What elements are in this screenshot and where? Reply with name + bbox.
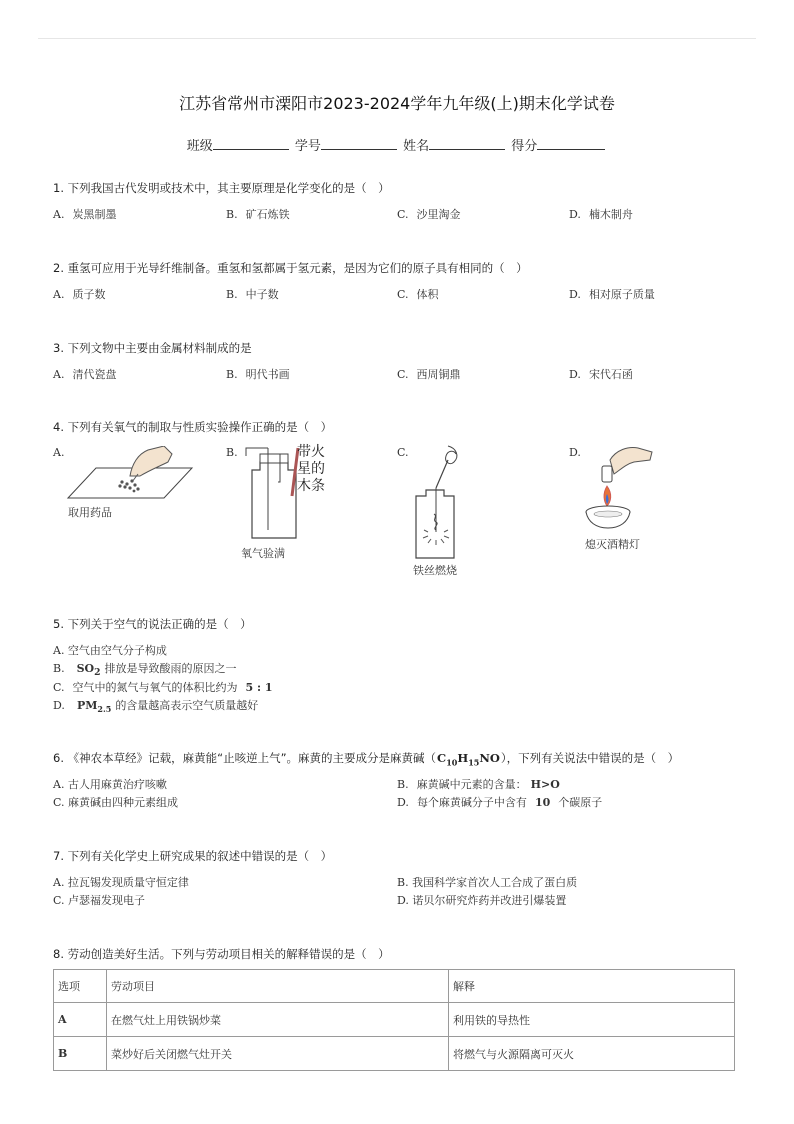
q5-option-a[interactable]: A. 空气由空气分子构成 [53,644,167,657]
q4-option-b-key[interactable]: B. [226,446,238,459]
table-row[interactable] [54,1003,735,1037]
id-blank[interactable] [321,136,397,150]
caption-take-reagent: 取用药品 [68,506,112,519]
q5-option-b[interactable]: B. $SO_2$ 排放是导致酸雨的原因之一 [53,662,237,679]
row-explain: 利用铁的导热性 [449,1003,735,1037]
figure-extinguish-lamp [580,440,658,532]
exam-title: 江苏省常州市溧阳市2023-2024学年九年级(上)期末化学试卷 [179,94,615,113]
q1-stem: 1. 下列我国古代发明或技术中，其主要原理是化学变化的是（ ） [53,181,390,195]
q6-option-d[interactable]: D. 每个麻黄碱分子中含有 10 个碳原子 [397,796,603,809]
q7-option-a[interactable]: A. 拉瓦锡发现质量守恒定律 [53,876,189,889]
q2-option-d[interactable]: D. 相对原子质量 [569,288,655,301]
q8-stem: 8. 劳动创造美好生活。下列与劳动项目相关的解释错误的是（ ） [53,947,390,961]
row-project: 在燃气灶上用铁锅炒菜 [107,1003,449,1037]
row-project: 菜炒好后关闭燃气灶开关 [107,1037,449,1071]
q3-option-b[interactable]: B. 明代书画 [226,368,290,381]
q5-option-d[interactable]: D. $PM_{2.5}$ 的含量越高表示空气质量越好 [53,699,259,715]
q1-option-c[interactable]: C. 沙里淘金 [397,208,461,221]
header-explain: 解释 [449,970,735,1003]
figure-oxygen-full-test [240,446,304,542]
q5-option-c[interactable]: C. 空气中的氮气与氧气的体积比约为 5 : 1 [53,681,273,694]
q7-option-c[interactable]: C. 卢瑟福发现电子 [53,894,146,907]
caption-iron-burning: 铁丝燃烧 [413,564,457,577]
q2-option-b[interactable]: B. 中子数 [226,288,279,301]
class-label: 班级 [186,139,213,154]
score-label: 得分 [511,139,538,154]
q7-option-d[interactable]: D. 诺贝尔研究炸药并改进引爆装置 [397,894,567,907]
q3-option-d[interactable]: D. 宋代石函 [569,368,633,381]
class-blank[interactable] [213,136,289,150]
q3-option-c[interactable]: C. 西周铜鼎 [397,368,461,381]
q2-stem: 2. 重氢可应用于光导纤维制备。重氢和氢都属于氢元素，是因为它们的原子具有相同的（ ） [53,261,528,275]
q7-stem: 7. 下列有关化学史上研究成果的叙述中错误的是（ ） [53,849,333,863]
q1-option-a[interactable]: A. 炭黑制墨 [53,208,117,221]
page-top-rule [38,38,756,39]
caption-extinguish-lamp: 熄灭酒精灯 [585,538,640,551]
q1-option-b[interactable]: B. 矿石炼铁 [226,208,290,221]
caption-oxygen-full: 氧气验满 [241,547,285,560]
table-row[interactable] [54,1037,735,1071]
table-header-row [54,970,735,1003]
q4-option-a-key[interactable]: A. [53,446,65,459]
id-label: 学号 [294,139,321,154]
q6-option-c[interactable]: C. 麻黄碱由四种元素组成 [53,796,179,809]
q6-option-a[interactable]: A. 古人用麻黄治疗咳嗽 [53,778,167,791]
q2-option-c[interactable]: C. 体积 [397,288,439,301]
q6-option-b[interactable]: B. 麻黄碱中元素的含量： H>O [397,778,560,791]
formula-pm25: $PM_{2.5}$ [76,699,112,715]
name-blank[interactable] [429,136,505,150]
q7-option-b[interactable]: B. 我国科学家首次人工合成了蛋白质 [397,876,578,889]
row-option: A [54,1003,107,1037]
q3-stem: 3. 下列文物中主要由金属材料制成的是 [53,341,252,355]
q8-table [53,969,735,1071]
name-label: 姓名 [403,139,430,154]
q1-option-d[interactable]: D. 楠木制舟 [569,208,633,221]
header-project: 劳动项目 [107,970,449,1003]
formula-ephedrine: $C_{10}H_{15}NO$ [437,751,500,768]
q4-option-c-key[interactable]: C. [397,446,409,459]
header-option: 选项 [54,970,107,1003]
score-blank[interactable] [537,136,605,150]
row-explain: 将燃气与火源隔离可灭火 [449,1037,735,1071]
splint-label: 带火 星的 木条 [297,444,325,494]
figure-taking-reagent [64,446,196,504]
figure-iron-wire-burning [408,440,464,562]
formula-so2: $SO_2$ [76,662,101,679]
student-info-line [0,135,794,154]
q3-option-a[interactable]: A. 清代瓷盘 [53,368,117,381]
q2-option-a[interactable]: A. 质子数 [53,288,106,301]
row-option: B [54,1037,107,1071]
q6-stem: 6. 《神农本草经》记载，麻黄能“止咳逆上气”。麻黄的主要成分是麻黄碱$(C_{10}H_{15}NO)$，下列有关说法中错误的是（ ） [53,751,680,768]
q4-option-d-key[interactable]: D. [569,446,581,459]
q4-stem: 4. 下列有关氧气的制取与性质实验操作正确的是（ ） [53,420,333,434]
q5-stem: 5. 下列关于空气的说法正确的是（ ） [53,617,252,631]
